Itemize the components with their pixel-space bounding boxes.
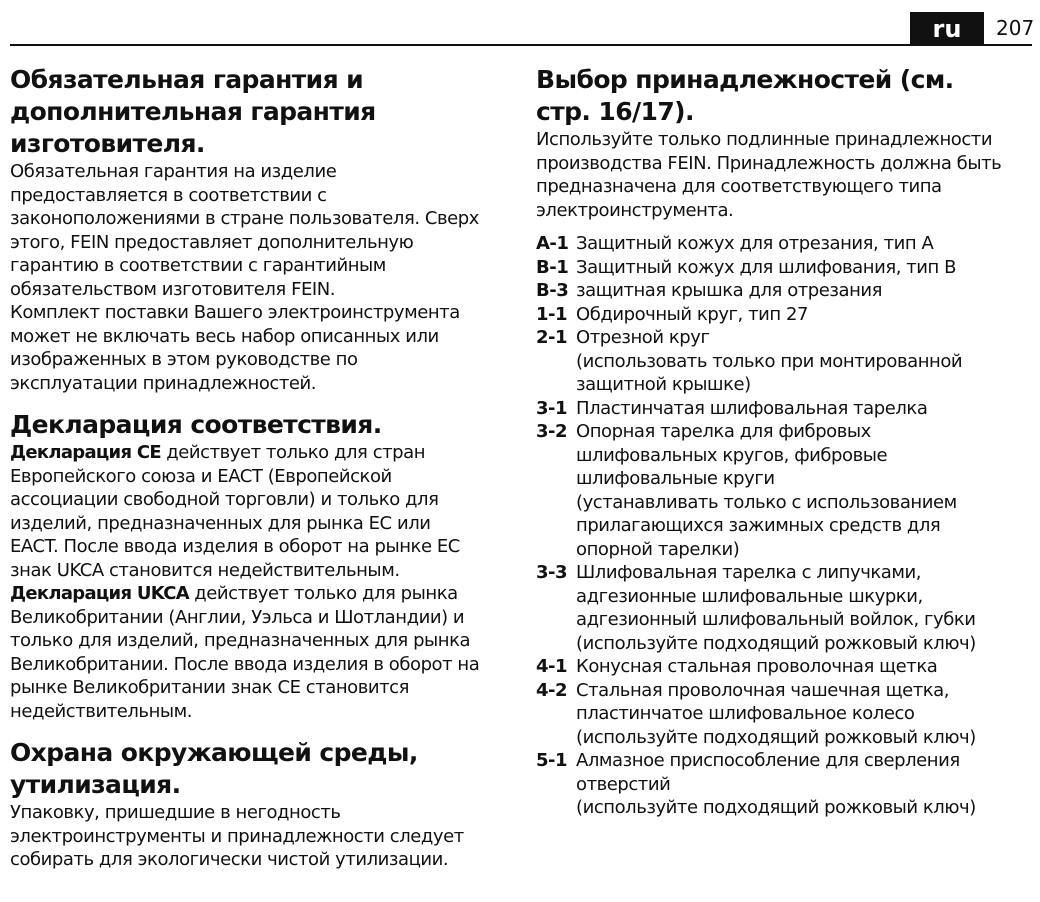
- accessory-description-line: Шлифовальная тарелка с липучками,: [576, 562, 922, 583]
- accessory-description-line: (используйте подходящий рожковый ключ): [576, 797, 976, 818]
- accessory-description-line: пластинчатое шлифовальное колесо: [576, 703, 915, 724]
- accessory-description: [576, 679, 1030, 750]
- accessories-heading: Выбор принадлежностей (см. стр. 16/17).: [536, 65, 954, 126]
- right-column: [536, 64, 1030, 820]
- accessory-description: [576, 303, 1030, 327]
- accessory-code: 3-1: [536, 397, 568, 419]
- accessory-description: [576, 561, 1030, 655]
- warranty-paragraph: Обязательная гарантия на изделие предоставляется в соответствии с законоположениями в стране пользователя. Сверх этого, FEIN предоставляет дополнительную гарантию в соответствии с гарантийным обязательством изготовителя FEIN.: [10, 161, 479, 300]
- ce-declaration-text: действует только для стран Европейского союза и EACT (Европейской ассоциации свободной торговли) и только для изделий, предназначенных для рынка ЕС или EACT. После ввода изделия в оборот на рынке ЕС знак UKCA становится недействительным.: [10, 442, 460, 581]
- declaration-heading: Декларация соответствия.: [10, 410, 382, 439]
- accessory-description-line: (использовать только при монтированной: [576, 350, 963, 372]
- accessory-item: [536, 303, 1030, 327]
- ce-declaration-paragraph: [10, 441, 510, 582]
- accessory-item: [536, 279, 1030, 303]
- accessory-description-line: Отрезной круг: [576, 327, 710, 348]
- accessory-code: B-3: [536, 280, 569, 301]
- left-column: [10, 64, 510, 872]
- accessory-description-line: Обдирочный круг, тип 27: [576, 303, 808, 325]
- accessory-description-line: адгезионные шлифовальные шкурки,: [576, 585, 923, 607]
- accessory-item: [536, 232, 1030, 256]
- accessory-description-line: опорной тарелки): [576, 538, 740, 560]
- accessory-description-line: Пластинчатая шлифовальная тарелка: [576, 397, 928, 419]
- page-number: 207: [996, 16, 1035, 40]
- accessory-list: [536, 232, 1030, 820]
- language-tag: ru: [910, 12, 984, 46]
- accessory-description: [576, 326, 1030, 397]
- accessory-code: B-1: [536, 256, 569, 278]
- accessory-item: [536, 679, 1030, 750]
- accessory-item: [536, 749, 1030, 820]
- accessory-code: 4-2: [536, 679, 568, 701]
- accessory-code: A-1: [536, 233, 569, 254]
- ukca-declaration-paragraph: [10, 582, 510, 723]
- accessory-description: [576, 279, 1030, 303]
- accessory-item: [536, 397, 1030, 421]
- accessory-description-line: Опорная тарелка для фибровых: [576, 421, 871, 442]
- accessory-description-line: защитной крышке): [576, 374, 751, 395]
- accessory-description: [576, 256, 1030, 280]
- accessory-item: [536, 561, 1030, 655]
- accessory-description-line: (используйте подходящий рожковый ключ): [576, 632, 976, 654]
- accessory-description-line: отверстий: [576, 773, 671, 795]
- accessory-description-line: (используйте подходящий рожковый ключ): [576, 726, 976, 748]
- accessory-code: 5-1: [536, 750, 568, 771]
- delivery-scope-paragraph: Комплект поставки Вашего электроинструмента может не включать весь набор описанных или изображенных в этом руководстве по эксплуатации принадлежностей.: [10, 302, 460, 394]
- accessory-description: [576, 749, 1030, 820]
- accessory-item: [536, 420, 1030, 561]
- ukca-declaration-text: действует только для рынка Великобритании (Англии, Уэльса и Шотландии) и только для изделий, предназначенных для рынка Великобритании. После ввода изделия в оборот на рынке Великобритании знак CE становится недействительным.: [10, 583, 480, 722]
- accessory-description: [576, 232, 1030, 256]
- accessories-intro: Используйте только подлинные принадлежности производства FEIN. Принадлежность должна быть предназначена для соответствующего типа электроинструмента.: [536, 129, 1002, 221]
- accessory-description: [576, 420, 1030, 561]
- accessory-description-line: Защитный кожух для шлифования, тип B: [576, 256, 957, 278]
- accessory-description-line: Защитный кожух для отрезания, тип A: [576, 233, 934, 254]
- accessory-description: [576, 397, 1030, 421]
- accessory-item: [536, 256, 1030, 280]
- accessory-code: 2-1: [536, 327, 568, 348]
- accessory-code: 4-1: [536, 656, 568, 677]
- ukca-declaration-lead: Декларация UKCA: [10, 583, 189, 604]
- accessory-description-line: прилагающихся зажимных средств для: [576, 515, 941, 536]
- accessory-item: [536, 326, 1030, 397]
- header-rule: [10, 44, 1032, 46]
- environment-heading: Охрана окружающей среды, утилизация.: [10, 738, 418, 799]
- accessory-description-line: защитная крышка для отрезания: [576, 280, 883, 301]
- accessory-description: [576, 655, 1030, 679]
- environment-paragraph: Упаковку, пришедшие в негодность электроинструменты и принадлежности следует собирать для экологически чистой утилизации.: [10, 802, 464, 870]
- accessory-description-line: шлифовальные круги: [576, 468, 775, 489]
- warranty-heading: Обязательная гарантия и дополнительная гарантия изготовителя.: [10, 65, 376, 158]
- accessory-code: 3-2: [536, 421, 568, 442]
- accessory-code: 1-1: [536, 303, 568, 325]
- accessory-description-line: Конусная стальная проволочная щетка: [576, 656, 938, 677]
- accessory-item: [536, 655, 1030, 679]
- accessory-description-line: (устанавливать только с использованием: [576, 491, 957, 513]
- accessory-code: 3-3: [536, 562, 568, 583]
- accessory-description-line: адгезионный шлифовальный войлок, губки: [576, 609, 976, 630]
- accessory-description-line: Стальная проволочная чашечная щетка,: [576, 679, 950, 701]
- ce-declaration-lead: Декларация CE: [10, 442, 162, 463]
- accessory-description-line: Алмазное приспособление для сверления: [576, 750, 960, 771]
- accessory-description-line: шлифовальных кругов, фибровые: [576, 444, 888, 466]
